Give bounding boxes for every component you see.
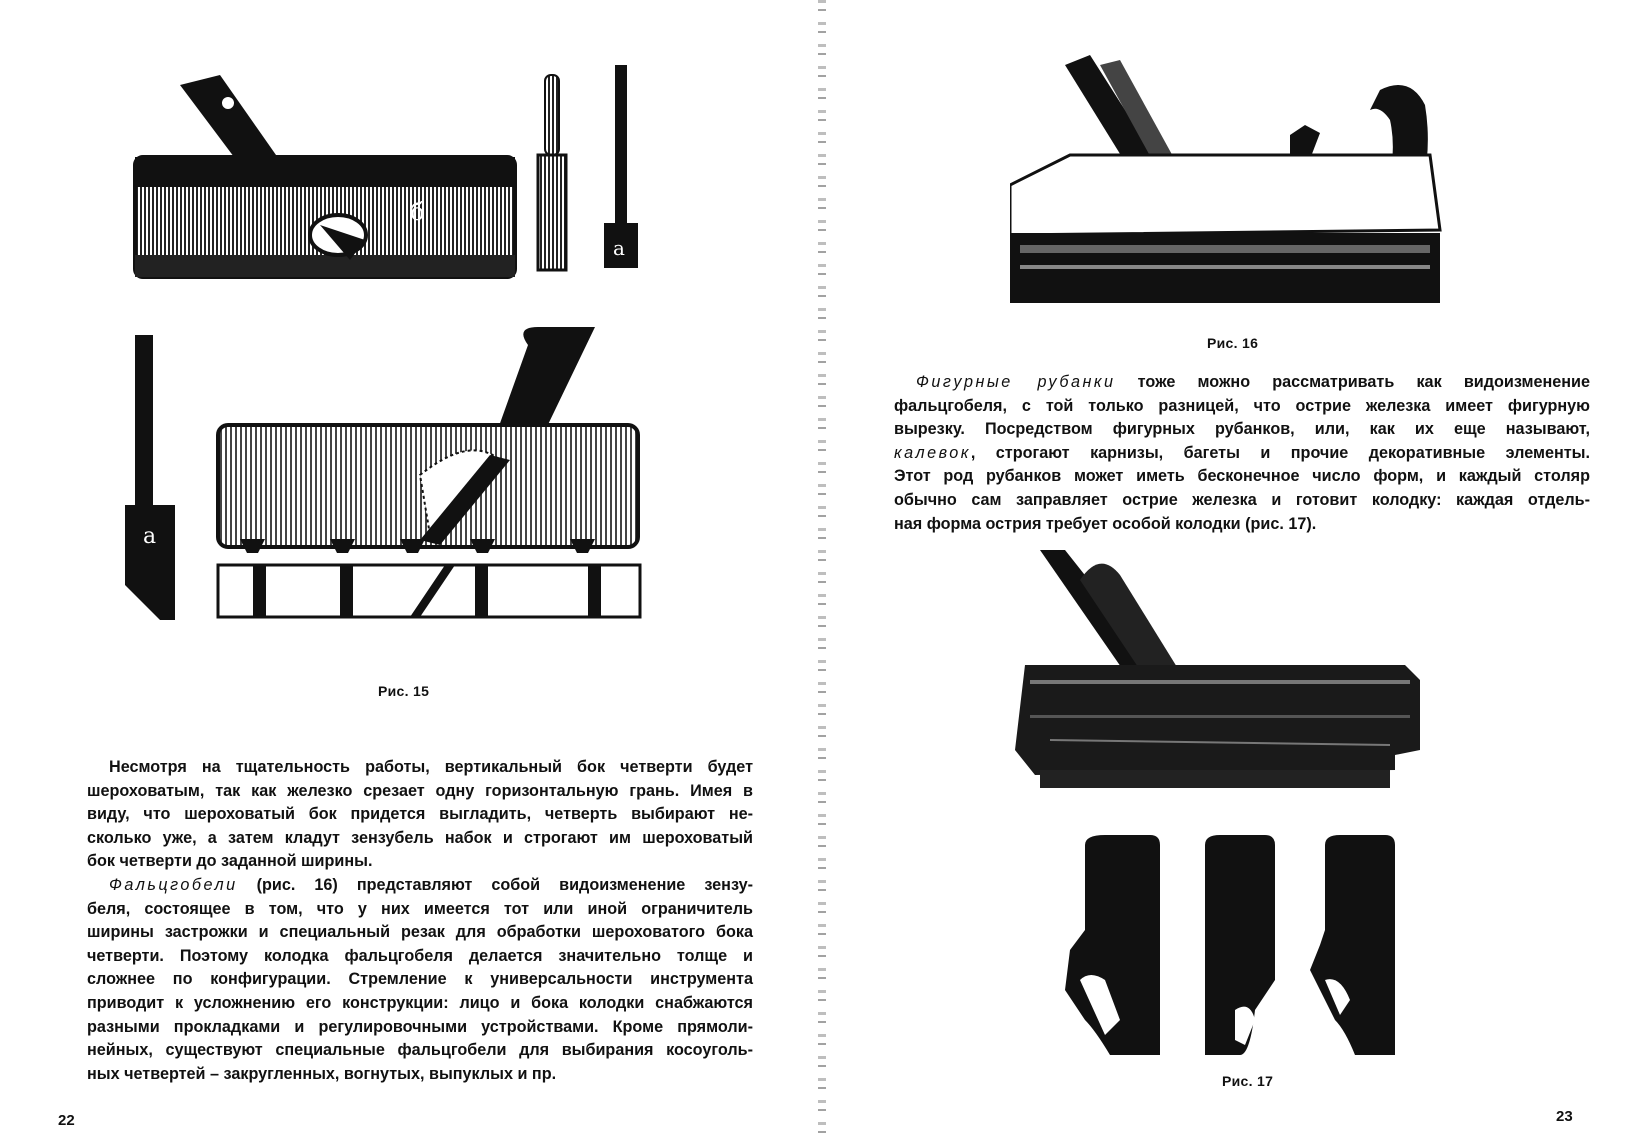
text-line: виду, что шероховатый бок придется выгладить, четверть выбирают не- xyxy=(87,805,753,824)
term-kalevok: калевок xyxy=(894,443,971,462)
text-line: нейных, существуют специальные фальцгобели для выбирания косоуголь- xyxy=(87,1041,753,1060)
figure-16 xyxy=(1010,55,1470,315)
plane-front-view xyxy=(218,327,640,617)
text-fragment: тоже можно рассматривать как видоизменение xyxy=(1115,373,1590,391)
figure-17 xyxy=(1010,550,1460,1060)
iron-blade-long xyxy=(125,335,175,620)
figure-label-a2: a xyxy=(143,524,157,549)
text-line: сколько уже, а затем кладут зензубель набок и строгают им шероховатый xyxy=(87,828,753,847)
moulding-profiles xyxy=(1065,835,1395,1055)
iron-blade-1 xyxy=(538,75,566,270)
text-line: обычно сам заправляет острие железка и готовит колодку: каждая отдель- xyxy=(894,490,1590,509)
text-line: сложнее по конфигурации. Стремление к универсальности инструмента xyxy=(87,970,753,989)
moulding-plane xyxy=(1015,550,1420,788)
body-text-right xyxy=(894,371,1590,536)
text-line: ных четвертей – закругленных, вогнутых, выпуклых и пр. xyxy=(87,1064,557,1083)
term-faltsgobeli: Фальцгобели xyxy=(109,875,238,894)
text-fragment: (рис. 16) представляют собой видоизменение зензу- xyxy=(237,875,753,894)
figure-label-b: б xyxy=(410,198,425,226)
iron-blade-2 xyxy=(604,65,638,268)
figure-16-caption: Рис. 16 xyxy=(1207,335,1259,351)
page-number-right: 23 xyxy=(1556,1108,1573,1125)
text-line xyxy=(894,442,1590,466)
body-text-left xyxy=(87,756,753,1086)
text-line: бок четверти до заданной ширины. xyxy=(87,852,373,871)
text-line: Этот род рубанков может иметь бесконечное число форм, и каждый столяр xyxy=(894,467,1590,486)
page-number-left: 22 xyxy=(58,1112,75,1129)
text-line: Несмотря на тщательность работы, вертикальный бок четверти будет xyxy=(109,758,753,776)
figure-label-a1: a xyxy=(613,236,625,260)
figure-15-caption: Рис. 15 xyxy=(378,683,430,699)
paragraph-3 xyxy=(894,371,1590,536)
text-line: фальцгобеля, с той только разницей, что острие железка имеет фигурную xyxy=(894,396,1590,415)
term-figurnye-rubanki: Фигурные рубанки xyxy=(916,373,1116,391)
paragraph-2 xyxy=(87,874,753,1086)
text-line: ная форма острия требует особой колодки (рис. 17). xyxy=(894,514,1317,533)
text-line: вырезку. Посредством фигурных рубанков, или, как их еще называют, xyxy=(894,420,1590,439)
figure-15 xyxy=(120,65,690,665)
text-line: разными прокладками и регулировочными устройствами. Кроме прямоли- xyxy=(87,1017,753,1036)
paragraph-1 xyxy=(87,756,753,874)
text-line: ширины застрожки и специальный резак для обработки шероховатого бока xyxy=(87,923,753,942)
text-line: приводит к усложнению его конструкции: лицо и бока колодки снабжаются xyxy=(87,993,753,1012)
left-page xyxy=(0,0,820,1136)
text-line xyxy=(87,874,753,898)
right-page xyxy=(830,0,1647,1136)
text-fragment: , строгают карнизы, багеты и прочие декоративные элементы. xyxy=(970,443,1590,462)
text-line: шероховатым, так как железко срезает одну горизонтальную грань. Имея в xyxy=(87,781,753,800)
zenzubel-plane-side-view xyxy=(135,75,515,277)
text-line xyxy=(894,371,1590,395)
text-line: четверти. Поэтому колодка фальцгобеля делается значительно толще и xyxy=(87,946,753,965)
text-line: беля, состоящее в том, что у них имеется тот или иной ограничитель xyxy=(87,899,753,918)
figure-17-caption: Рис. 17 xyxy=(1222,1073,1274,1089)
